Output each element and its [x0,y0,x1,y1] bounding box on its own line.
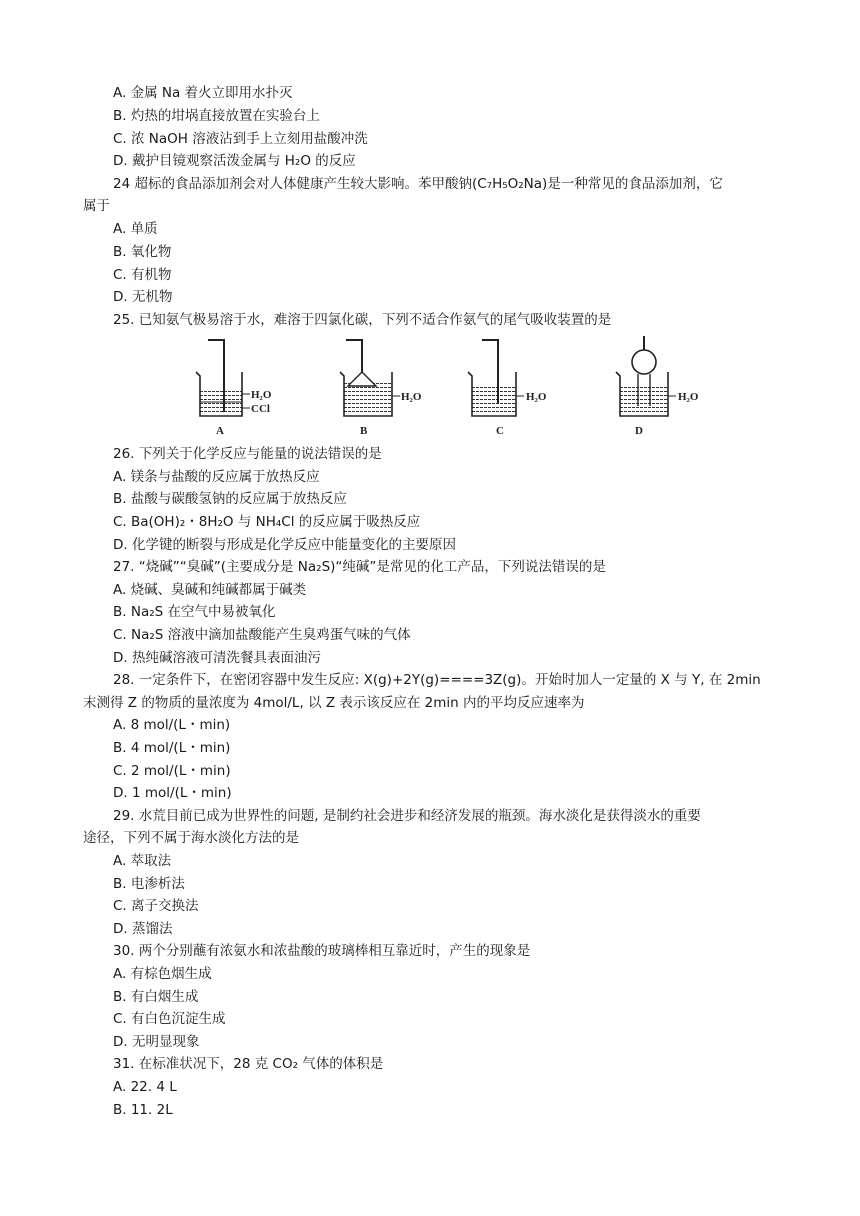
q27-option-a: A. 烧碱、臭碱和纯碱都属于碱类 [113,582,307,598]
q29-stem-cont: 途径，下列不属于海水淡化方法的是 [83,830,299,846]
q28-stem: 28. 一定条件下，在密闭容器中发生反应: X(g)+2Y(g)====3Z(g)。开始时加人一定量的 X 与 Y, 在 2min [113,672,761,688]
q30-option-d: D. 无明显现象 [113,1034,200,1050]
q23-option-d: D. 戴护目镜观察活泼金属与 H₂O 的反应 [113,153,356,169]
q27-stem: 27. “烧碱”“臭碱”(主要成分是 Na₂S)“纯碱”是常见的化工产品，下列说法错误的是 [113,559,606,575]
q29-option-b: B. 电渗析法 [113,876,185,892]
q28-stem-cont: 末测得 Z 的物质的量浓度为 4mol/L, 以 Z 表示该反应在 2min 内的平均反应速率为 [83,695,585,711]
label-h2o-c: H₂O [526,391,547,403]
q24-stem-cont: 属于 [83,198,110,214]
label-ccl: CCl [251,403,270,415]
q31-option-a: A. 22. 4 L [113,1079,177,1095]
q23-option-c: C. 浓 NaOH 溶液沾到手上立刻用盐酸冲洗 [113,131,368,147]
label-h2o-b: H₂O [401,391,422,403]
q30-option-b: B. 有白烟生成 [113,989,199,1005]
q30-stem: 30. 两个分别蘸有浓氨水和浓盐酸的玻璃棒相互靠近时，产生的现象是 [113,943,531,959]
q24-option-b: B. 氧化物 [113,244,172,260]
q27-option-c: C. Na₂S 溶液中滴加盐酸能产生臭鸡蛋气味的气体 [113,627,411,643]
q29-option-d: D. 蒸馏法 [113,921,173,937]
q25-stem: 25. 已知氨气极易溶于水，难溶于四氯化碳，下列不适合作氨气的尾气吸收装置的是 [113,312,612,328]
label-a: A [216,425,224,437]
q24-option-d: D. 无机物 [113,289,173,305]
label-d: D [635,425,643,437]
q24-stem: 24 超标的食品添加剂会对人体健康产生较大影响。苯甲酸钠(C₇H₅O₂Na)是一种常见的食品添加剂，它 [113,176,723,192]
q29-option-a: A. 萃取法 [113,853,172,869]
q26-option-c: C. Ba(OH)₂・8H₂O 与 NH₄Cl 的反应属于吸热反应 [113,514,421,530]
q26-option-a: A. 镁条与盐酸的反应属于放热反应 [113,469,320,485]
q27-option-d: D. 热纯碱溶液可清洗餐具表面油污 [113,650,321,666]
q28-option-a: A. 8 mol/(L・min) [113,717,231,733]
q28-option-d: D. 1 mol/(L・min) [113,785,232,801]
q26-stem: 26. 下列关于化学反应与能量的说法错误的是 [113,446,382,462]
q29-option-c: C. 离子交换法 [113,898,199,914]
label-h2o-a: H₂O [251,389,272,401]
apparatus-c [468,340,547,437]
q30-option-a: A. 有棕色烟生成 [113,966,212,982]
q24-option-a: A. 单质 [113,221,158,237]
label-c: C [496,425,504,437]
q28-option-c: C. 2 mol/(L・min) [113,763,231,779]
apparatus-d [616,336,699,437]
q24-option-c: C. 有机物 [113,267,172,283]
q27-option-b: B. Na₂S 在空气中易被氧化 [113,604,276,620]
q23-option-a: A. 金属 Na 着火立即用水扑灭 [113,85,293,101]
q23-option-b: B. 灼热的坩埚直接放置在实验台上 [113,108,320,124]
q28-option-b: B. 4 mol/(L・min) [113,740,231,756]
apparatus-b [340,340,422,437]
apparatus-a [196,340,272,437]
q29-stem: 29. 水荒目前已成为世界性的问题, 是制约社会进步和经济发展的瓶颈。海水淡化是获得淡水的重要 [113,808,701,824]
label-b: B [360,425,368,437]
q30-option-c: C. 有白色沉淀生成 [113,1011,226,1027]
q26-option-b: B. 盐酸与碳酸氢钠的反应属于放热反应 [113,491,347,507]
q31-stem: 31. 在标准状况下，28 克 CO₂ 气体的体积是 [113,1056,384,1072]
label-h2o-d: H₂O [678,391,699,403]
q26-option-d: D. 化学键的断裂与形成是化学反应中能量变化的主要原因 [113,537,456,553]
q31-option-b: B. 11. 2L [113,1102,173,1118]
absorption-apparatus-figure [180,334,720,442]
